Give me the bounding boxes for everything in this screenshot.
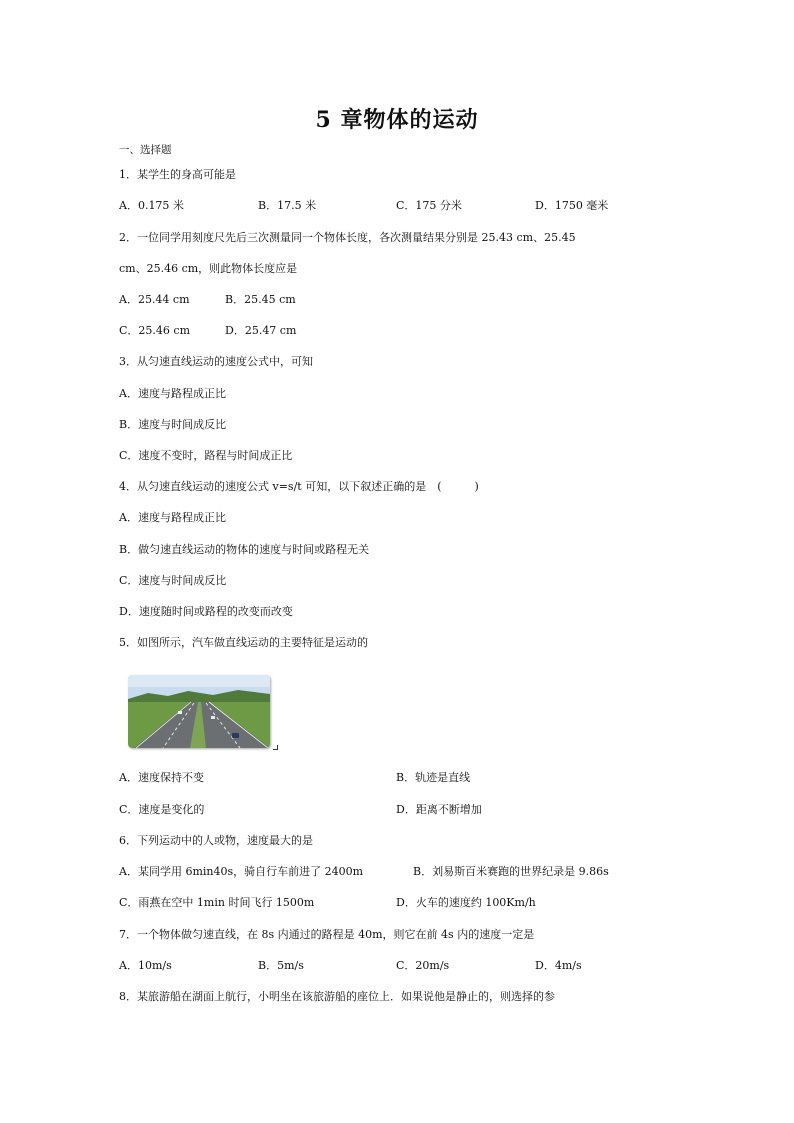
question-8-stem: 8．某旅游船在湖面上航行，小明坐在该旅游船的座位上．如果说他是静止的，则选择的参 xyxy=(119,990,555,1003)
question-6-option-b: B．刘易斯百米赛跑的世界纪录是 9.86s xyxy=(413,865,609,878)
question-1-stem: 1．某学生的身高可能是 xyxy=(119,168,236,181)
question-7-option-a: A．10m/s xyxy=(119,959,172,972)
question-7-option-b: B．5m/s xyxy=(258,959,304,972)
question-2-stem-line-2: cm、25.46 cm，则此物体长度应是 xyxy=(119,262,298,275)
highway-photo xyxy=(128,675,270,748)
question-1-option-a: A．0.175 米 xyxy=(119,199,184,212)
question-2-stem-line-1: 2．一位同学用刻度尺先后三次测量同一个物体长度，各次测量结果分别是 25.43 cm、25.45 xyxy=(119,231,576,244)
question-4-option-c: C．速度与时间成反比 xyxy=(119,574,227,587)
question-4-option-d: D．速度随时间或路程的改变而改变 xyxy=(119,605,293,618)
question-5-option-c: C．速度是变化的 xyxy=(119,803,205,816)
question-5-option-d: D．距离不断增加 xyxy=(396,803,482,816)
question-6-stem: 6．下列运动中的人或物，速度最大的是 xyxy=(119,834,313,847)
question-5-option-a: A．速度保持不变 xyxy=(119,771,204,784)
question-1-option-d: D．1750 毫米 xyxy=(535,199,609,212)
question-5-option-b: B．轨迹是直线 xyxy=(396,771,471,784)
question-5-stem: 5．如图所示，汽车做直线运动的主要特征是运动的 xyxy=(119,636,368,649)
question-2-option-d: D．25.47 cm xyxy=(225,324,297,337)
question-1-option-b: B．17.5 米 xyxy=(258,199,317,212)
page-title: 5 章物体的运动 xyxy=(315,107,479,133)
question-1-option-c: C．175 分米 xyxy=(396,199,462,212)
question-6-option-a: A．某同学用 6min40s，骑自行车前进了 2400m xyxy=(119,865,364,878)
question-2-option-b: B．25.45 cm xyxy=(225,293,296,306)
question-6-option-c: C．雨燕在空中 1min 时间飞行 1500m xyxy=(119,896,315,909)
question-4-option-a: A．速度与路程成正比 xyxy=(119,511,226,524)
question-7-stem: 7．一个物体做匀速直线，在 8s 内通过的路程是 40m，则它在前 4s 内的速度一定是 xyxy=(119,928,535,941)
question-2-option-c: C．25.46 cm xyxy=(119,324,190,337)
question-4-option-b: B．做匀速直线运动的物体的速度与时间或路程无关 xyxy=(119,543,370,556)
question-3-option-c: C．速度不变时，路程与时间成正比 xyxy=(119,449,293,462)
question-2-option-a: A．25.44 cm xyxy=(119,293,190,306)
question-7-option-d: D．4m/s xyxy=(535,959,582,972)
section-heading: 一、选择题 xyxy=(119,144,172,156)
photo-corner-mark xyxy=(273,745,278,750)
question-6-option-d: D．火车的速度约 100Km/h xyxy=(396,896,536,909)
question-3-option-a: A．速度与路程成正比 xyxy=(119,387,226,400)
question-3-stem: 3．从匀速直线运动的速度公式中，可知 xyxy=(119,355,313,368)
question-4-stem: 4．从匀速直线运动的速度公式 v=s/t 可知，以下叙述正确的是 ( ) xyxy=(119,480,479,493)
question-7-option-c: C．20m/s xyxy=(396,959,450,972)
question-3-option-b: B．速度与时间成反比 xyxy=(119,418,227,431)
